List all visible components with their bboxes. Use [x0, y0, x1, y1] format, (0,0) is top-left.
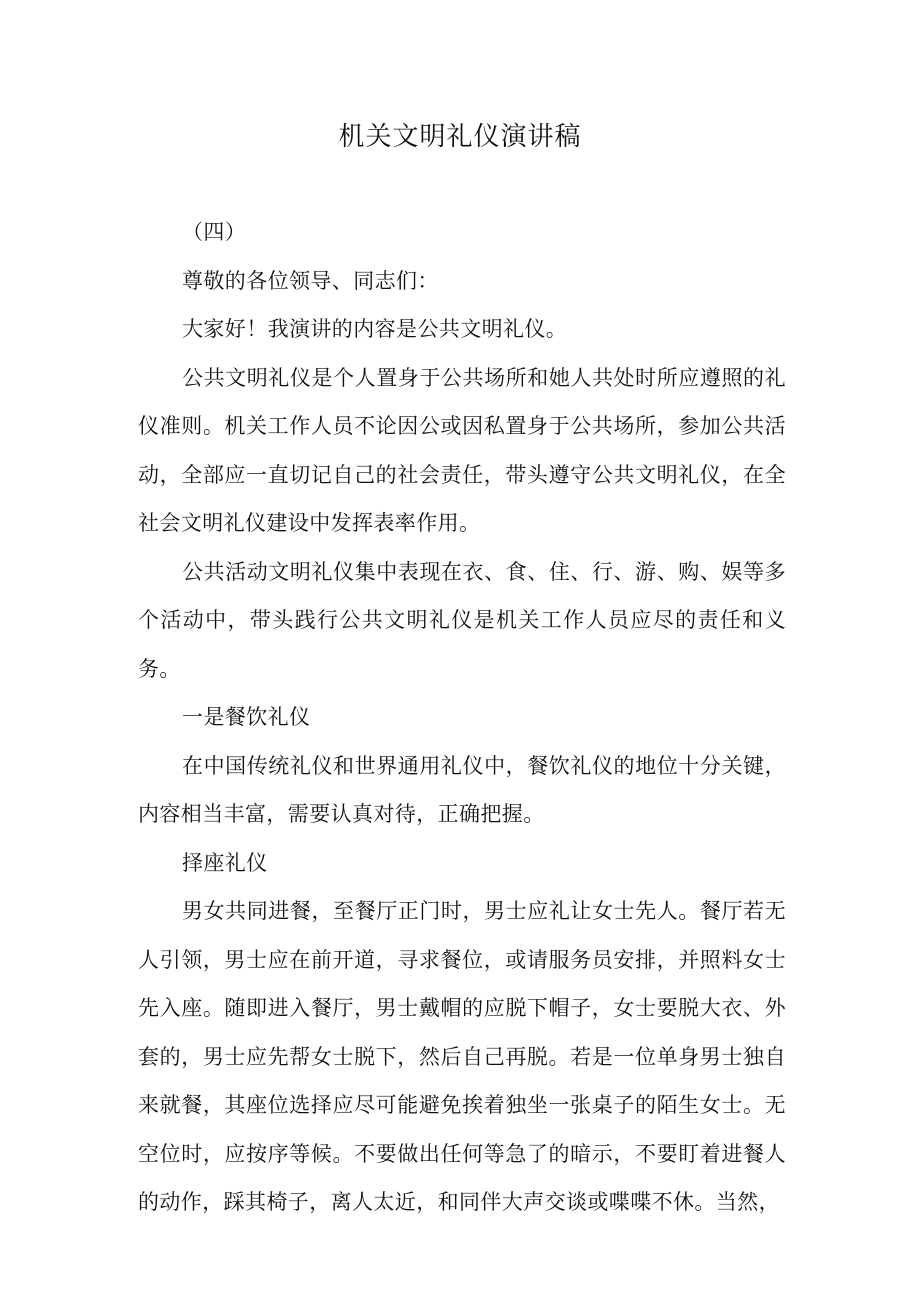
document-title: 机关文明礼仪演讲稿 — [338, 122, 582, 152]
greeting: 大家好！我演讲的内容是公共文明礼仪。 — [182, 317, 568, 341]
document-body — [138, 208, 786, 1227]
section-number: （四） — [182, 220, 247, 244]
paragraph-seating: 男女共同进餐，至餐厅正门时，男士应礼让女士先人。餐厅若无人引领，男士应在前开道，寻求餐位，或请服务员安排，并照料女士先入座。随即进入餐厅，男士戴帽的应脱下帽子，女士要脱大衣、外套的，男士应先帮女士脱下，然后自己再脱。若是一位单身男士独自来就餐，其座位选择应尽可能避免挨着独坐一张桌子的陌生女士。无空位时，应按序等候。不要做出任何等急了的暗示，不要盯着进餐人的动作，踩其椅子，离人太近，和同伴大声交谈或喋喋不休。当然， — [138, 899, 786, 1214]
section-heading-dining: 一是餐饮礼仪 — [182, 705, 311, 729]
paragraph-activities: 公共活动文明礼仪集中表现在衣、食、住、行、游、购、娱等多个活动中，带头践行公共文明礼仪是机关工作人员应尽的责任和义务。 — [138, 559, 786, 681]
paragraph-dining: 在中国传统礼仪和世界通用礼仪中，餐饮礼仪的地位十分关键，内容相当丰富，需要认真对待，正确把握。 — [138, 753, 786, 826]
paragraph-intro: 公共文明礼仪是个人置身于公共场所和她人共处时所应遵照的礼仪准则。机关工作人员不论因公或因私置身于公共场所，参加公共活动，全部应一直切记自己的社会责任，带头遵守公共文明礼仪，在全社会文明礼仪建设中发挥表率作用。 — [138, 365, 786, 535]
subheading-seating: 择座礼仪 — [182, 850, 268, 875]
salutation: 尊敬的各位领导、同志们： — [182, 268, 439, 293]
